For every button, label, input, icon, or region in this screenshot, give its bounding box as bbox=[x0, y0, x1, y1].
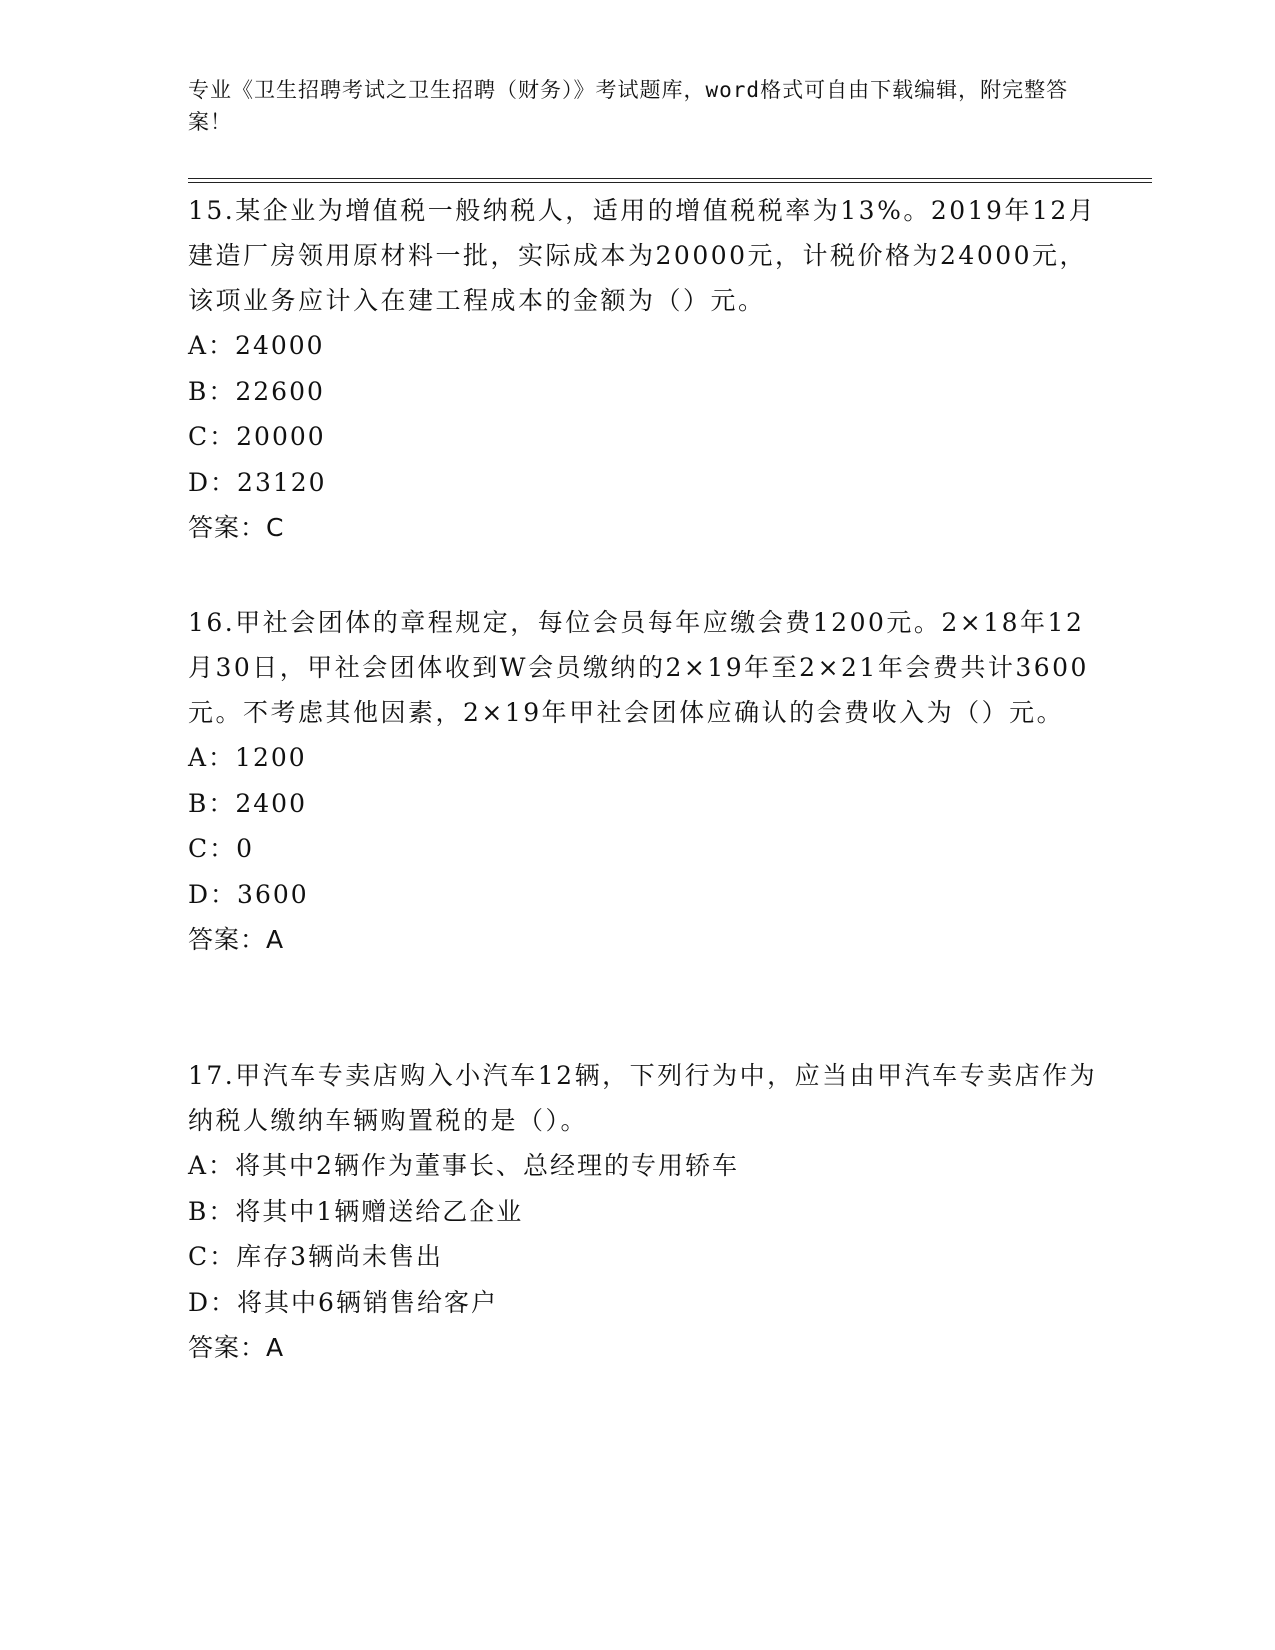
option-b: B：2400 bbox=[188, 788, 307, 818]
option-b: B：将其中1辆赠送给乙企业 bbox=[188, 1196, 524, 1226]
answer-label: 答案：A bbox=[188, 1333, 285, 1362]
question-stem: 16.甲社会团体的章程规定，每位会员每年应缴会费1200元。2×18年12月30日，甲社会团体收到W会员缴纳的2×19年至2×21年会费共计3600元。不考虑其他因素，2×19年甲社会团体应确认的会费收入为（）元。 bbox=[188, 608, 1089, 727]
question-16 bbox=[188, 600, 1108, 962]
question-17 bbox=[188, 1053, 1108, 1370]
page-header-text: 专业《卫生招聘考试之卫生招聘（财务）》考试题库，word格式可自由下载编辑，附完整答案！ bbox=[188, 78, 1069, 134]
option-c: C：0 bbox=[188, 834, 255, 863]
option-c: C：20000 bbox=[188, 422, 326, 451]
option-d: D：23120 bbox=[188, 467, 327, 497]
option-d: D：3600 bbox=[188, 879, 309, 909]
header-divider-top bbox=[188, 178, 1152, 179]
option-a: A：24000 bbox=[188, 331, 325, 360]
option-b: B：22600 bbox=[188, 376, 325, 406]
question-15 bbox=[188, 188, 1108, 550]
option-a: A：1200 bbox=[188, 743, 307, 772]
answer-label: 答案：A bbox=[188, 925, 285, 954]
question-stem: 15.某企业为增值税一般纳税人，适用的增值税税率为13%。2019年12月建造厂房领用原材料一批，实际成本为20000元，计税价格为24000元，该项业务应计入在建工程成本的金额为（）元。 bbox=[188, 196, 1097, 315]
option-c: C：库存3辆尚未售出 bbox=[188, 1242, 444, 1271]
option-d: D：将其中6辆销售给客户 bbox=[188, 1287, 498, 1317]
option-a: A：将其中2辆作为董事长、总经理的专用轿车 bbox=[188, 1151, 739, 1180]
answer-label: 答案：C bbox=[188, 513, 285, 542]
question-stem: 17.甲汽车专卖店购入小汽车12辆，下列行为中，应当由甲汽车专卖店作为纳税人缴纳车辆购置税的是（）。 bbox=[188, 1061, 1098, 1135]
header-divider-bottom bbox=[188, 182, 1152, 183]
